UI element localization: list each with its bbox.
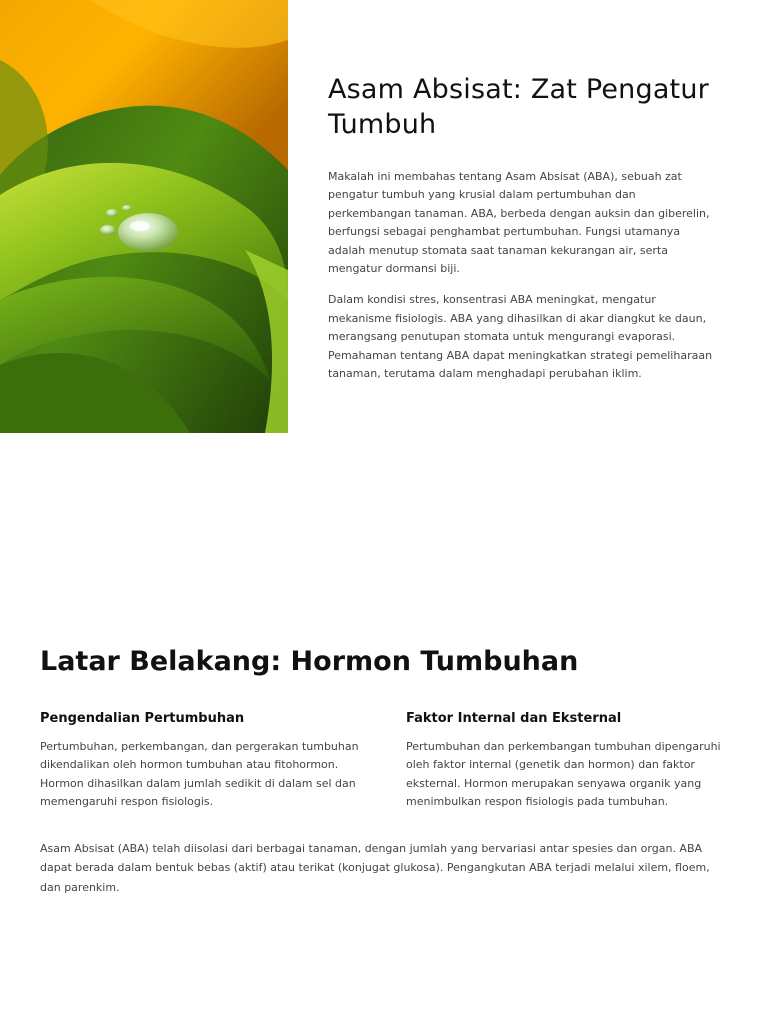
two-column-block: [40, 710, 728, 812]
column-heading: Faktor Internal dan Eksternal: [406, 711, 622, 726]
column-growth-control: [40, 710, 362, 812]
page-title: Asam Absisat: Zat Pengatur Tumbuh: [328, 74, 709, 140]
leaf-photo-icon: [0, 0, 288, 433]
column-text: Pertumbuhan, perkembangan, dan pergerakan tumbuhan dikendalikan oleh hormon tumbuhan atau fitohormon. Hormon dihasilkan dalam jumlah sedikit di dalam sel dan memengaruhi respon fisiologis.: [40, 740, 359, 809]
leaf-water-drop-image: [0, 0, 288, 433]
section-title: Latar Belakang: Hormon Tumbuhan: [40, 646, 579, 677]
background-section: [40, 644, 728, 897]
intro-paragraph-2: Dalam kondisi stres, konsentrasi ABA meningkat, mengatur mekanisme fisiologis. ABA yang dihasilkan di akar diangkut ke daun, merangsang penutupan stomata untuk mengurangi evaporasi. Pemahaman tentang ABA dapat meningkatkan strategi pemeliharaan tanaman, terutama dalam menghadapi perubahan iklim.: [328, 293, 713, 381]
column-text: Pertumbuhan dan perkembangan tumbuhan dipengaruhi oleh faktor internal (genetik dan hormon) dan faktor eksternal. Hormon merupakan senyawa organik yang menimbulkan respon fisiologis pada tumbuhan.: [406, 740, 721, 809]
hero-text-block: [328, 72, 720, 396]
intro-paragraph-1: Makalah ini membahas tentang Asam Absisat (ABA), sebuah zat pengatur tumbuh yang krusial dalam pertumbuhan dan perkembangan tanaman. ABA, berbeda dengan auksin dan giberelin, berfungsi sebagai penghambat pertumbuhan. Fungsi utamanya adalah menutup stomata saat tanaman kekurangan air, serta mengatur dormansi biji.: [328, 170, 710, 276]
column-heading: Pengendalian Pertumbuhan: [40, 711, 245, 726]
footer-paragraph: Asam Absisat (ABA) telah diisolasi dari berbagai tanaman, dengan jumlah yang bervariasi antar spesies dan organ. ABA dapat berada dalam bentuk bebas (aktif) atau terikat (konjugat glukosa). Pengangkutan ABA terjadi melalui xilem, floem, dan parenkim.: [40, 841, 710, 894]
column-internal-external-factors: [406, 710, 728, 812]
